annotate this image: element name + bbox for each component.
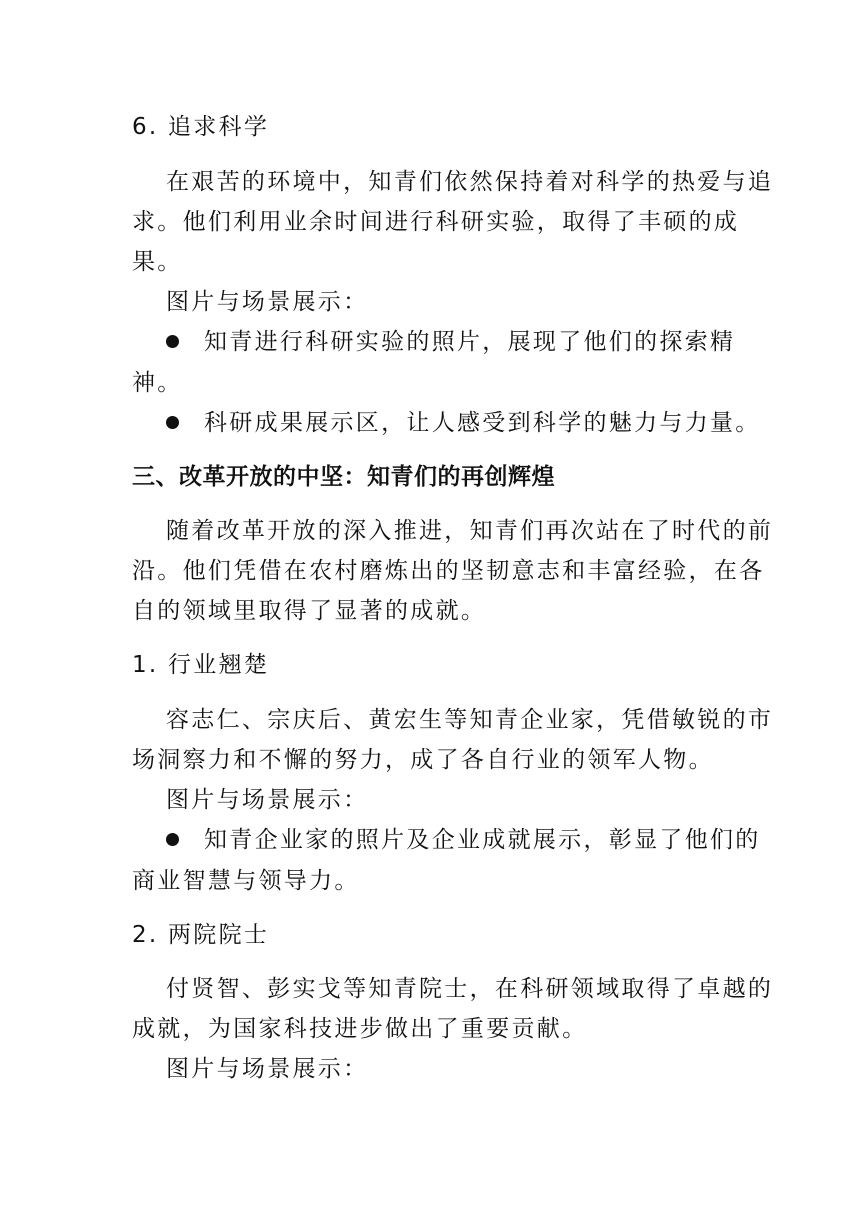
paragraph-line: 求。他们利用业余时间进行科研实验，取得了丰硕的成	[132, 209, 740, 235]
section-heading-2	[132, 920, 269, 950]
paragraph-line: 成就，为国家科技进步做出了重要贡献。	[132, 1016, 588, 1042]
section-number: 6.	[132, 114, 159, 140]
media-label: 图片与场景展示：	[166, 787, 369, 813]
paragraph-line: 沿。他们凭借在农村磨炼出的坚韧意志和丰富经验，在各	[132, 558, 765, 584]
list-item-line: 知青进行科研实验的照片，展现了他们的探索精	[204, 329, 736, 355]
bullet-icon	[166, 833, 179, 846]
list-item-line: 知青企业家的照片及企业成就展示，彰显了他们的	[204, 827, 761, 853]
paragraph-line: 付贤智、彭实戈等知青院士，在科研领域取得了卓越的	[166, 976, 774, 1002]
paragraph-line: 果。	[132, 249, 183, 275]
section-number: 2.	[132, 922, 159, 948]
paragraph-line: 容志仁、宗庆后、黄宏生等知青企业家，凭借敏锐的市	[166, 707, 774, 733]
paragraph-line: 自的领域里取得了显著的成就。	[132, 598, 487, 624]
section-title: 两院院士	[168, 922, 270, 948]
section-heading-1	[132, 650, 269, 680]
chapter-heading: 三、改革开放的中坚：知青们的再创辉煌	[132, 464, 555, 490]
list-item-line: 神。	[132, 370, 183, 396]
paragraph-line: 场洞察力和不懈的努力，成了各自行业的领军人物。	[132, 747, 714, 773]
section-title: 行业翘楚	[168, 652, 270, 678]
section-title: 追求科学	[168, 114, 270, 140]
section-heading-6	[132, 112, 269, 142]
list-item-line: 商业智慧与领导力。	[132, 868, 360, 894]
section-number: 1.	[132, 652, 159, 678]
bullet-icon	[166, 416, 179, 429]
media-label: 图片与场景展示：	[166, 289, 369, 315]
media-label: 图片与场景展示：	[166, 1056, 369, 1082]
list-item-line: 科研成果展示区，让人感受到科学的魅力与力量。	[204, 410, 761, 436]
paragraph-line: 在艰苦的环境中，知青们依然保持着对科学的热爱与追	[166, 169, 774, 195]
bullet-icon	[166, 335, 179, 348]
paragraph-line: 随着改革开放的深入推进，知青们再次站在了时代的前	[166, 518, 774, 544]
